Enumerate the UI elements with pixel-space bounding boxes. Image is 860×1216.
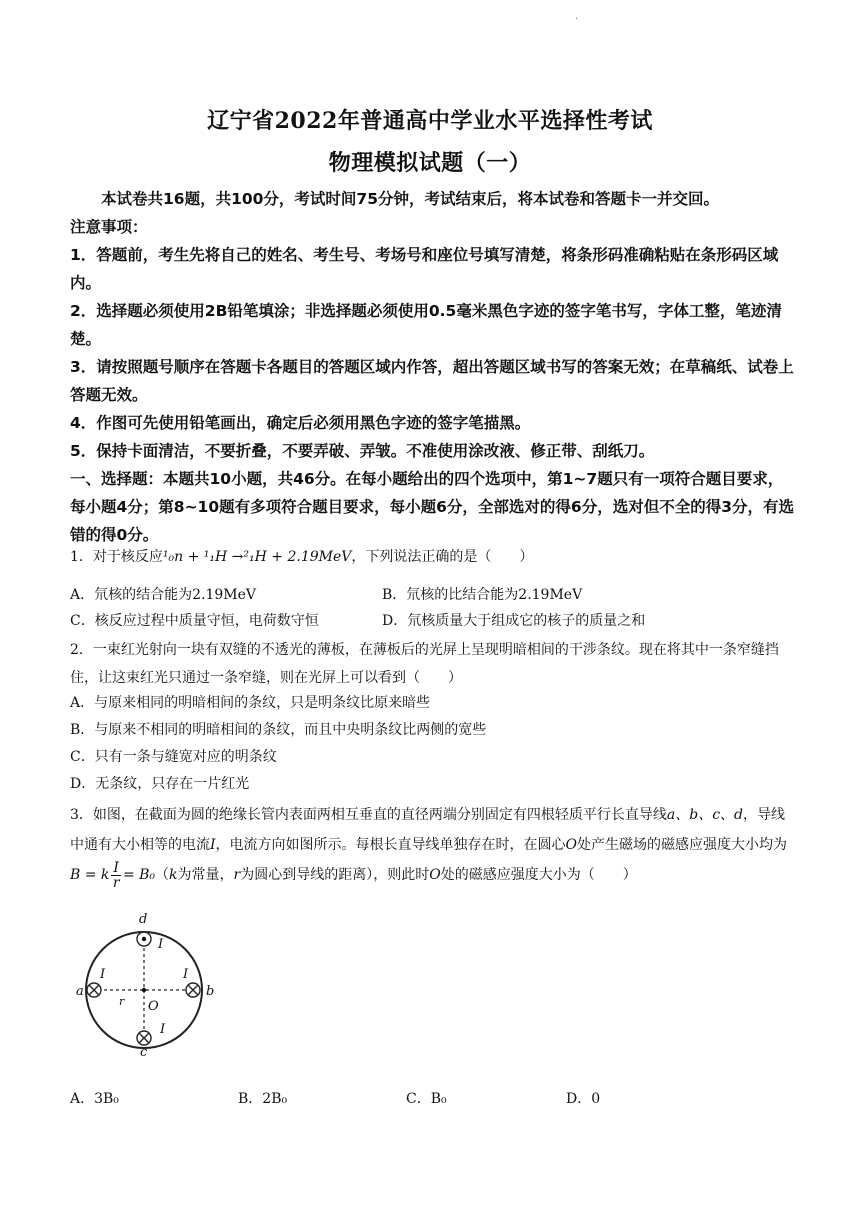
q1-option-c: C．核反应过程中质量守恒，电荷数守恒 [70, 613, 319, 629]
q3-text: 3．如图，在截面为圆的绝缘长管内表面两相互垂直的直径两端分别固定有四根轻质平行长直导线 [70, 807, 667, 823]
q3-text: ，电流方向如图所示。每根长直导线单独存在时，在圆心 [215, 837, 566, 853]
question-1-stem [70, 543, 794, 571]
label-current-c: I [160, 1022, 166, 1037]
label-d: d [139, 912, 148, 927]
q2-option-c: C．只有一条与缝宽对应的明条纹 [70, 749, 277, 765]
q3-center: O [565, 837, 578, 853]
question-3-stem [70, 800, 794, 890]
q3-text: （ [155, 867, 170, 883]
label-o: O [148, 999, 159, 1014]
q1-option-b: B．氘核的比结合能为2.19MeV [382, 587, 583, 603]
q3-text: 为常量， [177, 867, 234, 883]
wire-b-cross-icon [186, 983, 200, 997]
q1-prefix: 1．对于核反应 [70, 549, 163, 565]
label-current-b: I [183, 967, 189, 982]
q2-option-b: B．与原来不相同的明暗相间的条纹，而且中央明条纹比两侧的宽些 [70, 722, 487, 738]
q3-option-c: C．B₀ [406, 1091, 447, 1107]
q3-option-b: B．2B₀ [238, 1091, 288, 1107]
q3-option-a: A．3B₀ [70, 1091, 119, 1107]
wire-circle-figure [76, 908, 226, 1056]
q3-wires: a、b、c、d [666, 807, 744, 823]
q3-text: 处的磁感应强度大小为（ ） [440, 867, 637, 883]
header-mark: · [575, 14, 579, 25]
note-item: 5．保持卡面清洁，不要折叠，不要弄破、弄皱。不准使用涂改液、修正带、刮纸刀。 [70, 442, 655, 460]
q1-option-d: D．氘核质量大于组成它的核子的质量之和 [382, 613, 646, 629]
label-current-d: I [158, 937, 164, 952]
q3-option-d: D．0 [566, 1091, 601, 1107]
section-heading: 一、选择题：本题共10小题，共46分。在每小题给出的四个选项中，第1~7题只有一项符合题目要求，每小题4分；第8~10题有多项符合题目要求，每小题6分，全部选对的得6分，选对但不全的得3分，有选错的得0分。 [70, 470, 794, 544]
note-item: 3．请按照题号顺序在答题卡各题目的答题区域内作答，超出答题区域书写的答案无效；在草稿纸、试卷上答题无效。 [70, 358, 794, 404]
q3-text: 为圆心到导线的距离），则此时 [240, 867, 430, 883]
note-item: 1．答题前，考生先将自己的姓名、考生号、考场号和座位号填写清楚，将条形码准确粘贴在条形码区域内。 [70, 246, 779, 292]
q3-fraction [111, 861, 121, 890]
wire-a-cross-icon [87, 983, 101, 997]
notes-heading: 注意事项： [70, 218, 148, 236]
q1-suffix: ，下列说法正确的是（ ） [351, 549, 534, 565]
label-current-a: I [100, 967, 106, 982]
q3-current: I [210, 837, 216, 853]
exam-subtitle: 物理模拟试题（一） [328, 150, 532, 176]
exam-intro: 本试卷共16题，共100分，考试时间75分钟，考试结束后，将本试卷和答题卡一并交回。 [101, 190, 719, 208]
center-point [142, 988, 146, 992]
label-r: r [119, 995, 125, 1008]
q1-equation: ¹₀n + ¹₁H →²₁H + 2.19MeV [162, 549, 352, 565]
note-item: 2．选择题必须使用2B铅笔填涂；非选择题必须使用0.5毫米黑色字迹的签字笔书写，字体工整，笔迹清楚。 [70, 302, 782, 348]
q3-r: r [233, 867, 241, 883]
q3-fraction-den: r [112, 874, 120, 891]
label-a: a [76, 984, 84, 999]
q3-formula-lhs: B = k [70, 867, 110, 883]
q3-text: ，导线中通有大小相等的电流 [70, 807, 786, 853]
wire-c-cross-icon [137, 1031, 151, 1045]
q3-fraction-num: I [113, 859, 119, 876]
note-item: 4．作图可先使用铅笔画出，确定后必须用黑色字迹的签字笔描黑。 [70, 414, 531, 432]
q2-option-a: A．与原来相同的明暗相间的条纹，只是明条纹比原来暗些 [70, 695, 431, 711]
exam-title: 辽宁省2022年普通高中学业水平选择性考试 [207, 108, 653, 134]
q3-k: k [169, 867, 178, 883]
q3-text: 处产生磁场的磁感应强度大小均为 [577, 837, 788, 853]
wire-d-dot-icon [137, 932, 151, 946]
q3-o: O [429, 867, 441, 883]
label-c: c [140, 1045, 148, 1056]
q1-option-a: A．氘核的结合能为2.19MeV [70, 587, 257, 603]
question-2-stem: 2．一束红光射向一块有双缝的不透光的薄板，在薄板后的光屏上呈现明暗相间的干涉条纹。现在将其中一条窄缝挡住，让这束红光只通过一条窄缝，则在光屏上可以看到（ ） [70, 642, 779, 686]
q2-option-d: D．无条纹，只存在一片红光 [70, 776, 250, 792]
q3-formula-rhs: = B₀ [122, 867, 156, 883]
label-b: b [206, 984, 215, 999]
